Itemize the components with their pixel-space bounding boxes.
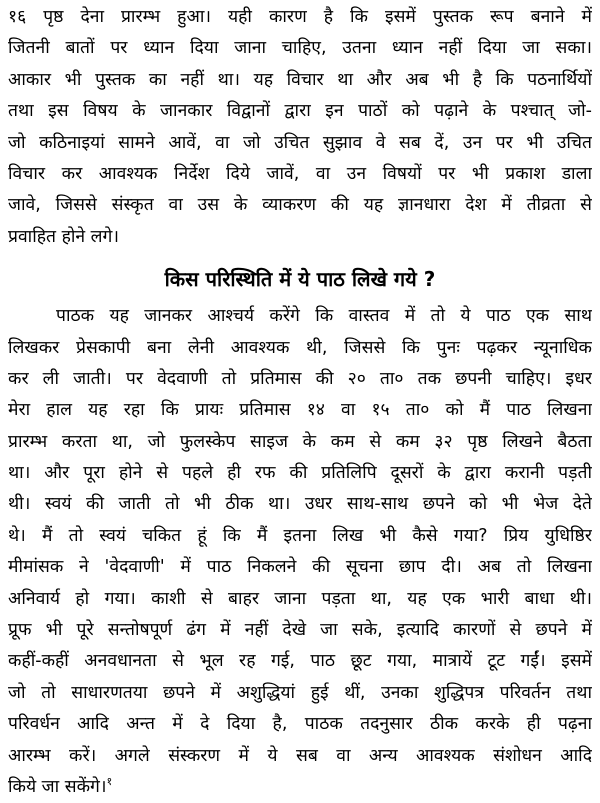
- text-line: प्रूफ भी पूरे सन्तोषपूर्ण ढंग में नहीं देखे जा सके, इत्यादि कारणों से छपने में: [8, 620, 592, 641]
- text-line: तथा इस विषय के जानकार विद्वानों द्वारा इन पाठों को पढ़ाने के पश्चात् जो-: [8, 101, 592, 122]
- text-line: लिखकर प्रेसकापी बना लेनी आवश्यक थी, जिससे कि पुनः पढ़कर न्यूनाधिक: [8, 337, 592, 358]
- text-line: अनिवार्य हो गया। काशी से बाहर जाना पड़ता था, यह एक भारी बाधा थी।: [8, 588, 592, 609]
- footnote-marker[interactable]: १: [106, 775, 113, 789]
- text-line: थी। स्वयं की जाती तो भी ठीक था। उधर साथ-साथ छपने को भी भेज देते: [8, 494, 592, 515]
- text-line: था। और पूरा होने से पहले ही रफ की प्रतिलिपि दूसरों के द्वारा करानी पड़ती: [8, 463, 592, 484]
- section-heading: किस परिस्थिति में ये पाठ लिखे गये ?: [164, 267, 436, 292]
- text-line: १६ पृष्ठ देना प्रारम्भ हुआ। यही कारण है कि इसमें पुस्तक रूप बनाने में: [8, 7, 592, 27]
- text-line: पाठक यह जानकर आश्चर्य करेंगे कि वास्तव में तो ये पाठ एक साथ: [56, 306, 592, 327]
- text-line: जावे, जिससे संस्कृत वा उस के व्याकरण की यह ज्ञानधारा देश में तीव्रता से: [8, 195, 592, 216]
- text-line: कहीं-कहीं अनवधानता से भूल रह गई, पाठ छूट गया, मात्रायें टूट गईं। इसमें: [8, 651, 592, 672]
- text-line: विचार कर आवश्यक निर्देश दिये जावें, वा उन विषयों पर भी प्रकाश डाला: [8, 163, 592, 184]
- text-line: मीमांसक ने 'वेदवाणी' में पाठ निकलने की सूचना छाप दी। अब तो लिखना: [8, 557, 592, 578]
- paragraph-continued: [8, 2, 592, 253]
- text-line: प्रारम्भ करता था, जो फुलस्केप साइज के कम से कम ३२ पृष्ठ लिखने बैठता: [8, 431, 592, 452]
- text-line: परिवर्धन आदि अन्त में दे दिया है, पाठक तदनुसार ठीक करके ही पढ़ना: [8, 714, 592, 735]
- text-line: जितनी बातों पर ध्यान दिया जाना चाहिए, उतना ध्यान नहीं दिया जा सका।: [8, 38, 592, 59]
- text-line: आरम्भ करें। अगले संस्करण में ये सब वा अन्य आवश्यक संशोधन आदि: [8, 745, 592, 766]
- document-page: [8, 2, 592, 803]
- last-line-text: किये जा सकेंगे।: [8, 776, 107, 797]
- text-line: जो तो साधारणतया छपने में अशुद्धियां हुई थीं, उनका शुद्धिपत्र परिवर्तन तथा: [8, 682, 592, 703]
- text-line: प्रवाहित होने लगे।: [8, 226, 120, 247]
- text-line: आकार भी पुस्तक का नहीं था। यह विचार था और अब भी है कि पठनार्थियों: [8, 69, 592, 90]
- paragraph-main: [8, 301, 592, 803]
- text-line: कर ली जाती। पर वेदवाणी तो प्रतिमास की २० ता० तक छपनी चाहिए। इधर: [8, 368, 592, 389]
- last-text-line: [8, 772, 592, 803]
- text-line: जो कठिनाइयां सामने आवें, वा जो उचित सुझाव वे सब दें, उन पर भी उचित: [8, 132, 592, 153]
- text-line: थे। मैं तो स्वयं चकित हूं कि मैं इतना लिख भी कैसे गया? प्रिय युधिष्ठिर: [8, 525, 592, 546]
- text-line: मेरा हाल यह रहा कि प्रायः प्रतिमास १४ वा १५ ता० को मैं पाठ लिखना: [8, 400, 592, 421]
